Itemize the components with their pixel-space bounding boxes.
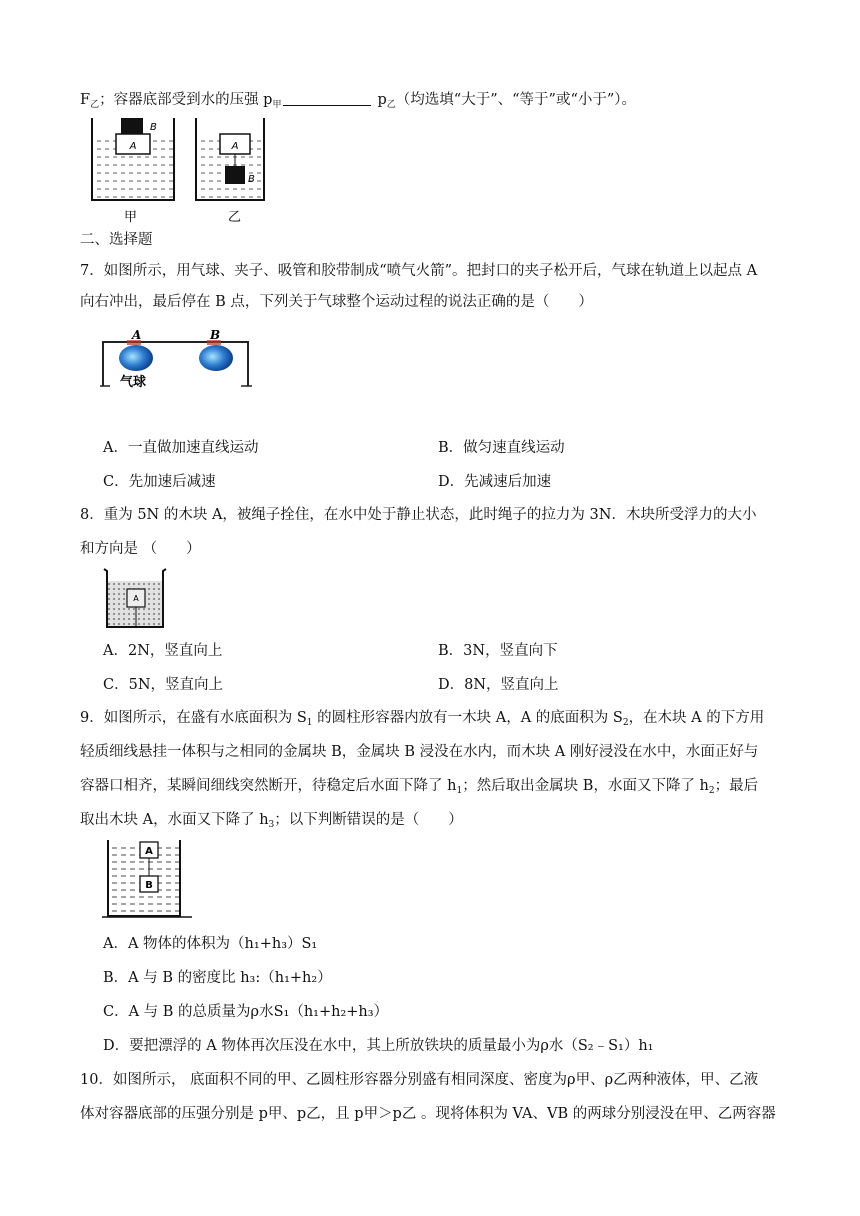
q7-label-b: B [210,330,221,342]
q6-right-block-b [225,166,245,184]
q6-right-caption: 乙 [228,210,242,225]
q6-answer-blank[interactable] [283,91,371,106]
q9-line3-a: 容器口相齐，某瞬间细线突然断开，待稳定后水面下降了 h [80,778,457,794]
q10-line2: 体对容器底部的压强分别是 p甲、p乙，且 p甲＞p乙 。现将体积为 VA、VB 的两球分别浸没在甲、乙两容器 [80,1106,776,1122]
q8-option-c[interactable]: C．5N，竖直向上 [103,677,224,693]
q9-line4-b: ；以下判断错误的是（ ） [274,812,463,828]
q8-line2: 和方向是 （ ） [80,541,201,557]
q7-line2: 向右冲出，最后停在 B 点，下列关于气球整个运动过程的说法正确的是（ ） [80,294,593,310]
q9-line4-sub3: 3 [268,820,275,830]
section-title: 二、选择题 [80,232,153,248]
q8-label-a: A [133,594,139,603]
q7-option-c[interactable]: C．先加速后减速 [103,474,216,490]
q6-left-label-b: B [150,122,157,133]
q9-line1-a: 9．如图所示，在盛有水底面积为 S [80,710,307,726]
q8-option-a[interactable]: A．2N，竖直向上 [103,643,223,659]
q9-option-c[interactable]: C．A 与 B 的总质量为ρ水S₁（h₁+h₂+h₃） [103,1004,389,1020]
q8-figure [102,567,168,631]
q9-figure [102,838,194,920]
q6-fill-in-line [80,90,636,115]
q9-line1 [80,708,764,733]
q8-option-b[interactable]: B．3N，竖直向下 [438,643,558,659]
q6-left-label-a: A [129,141,137,152]
q9-line4 [80,810,463,835]
q6-sub1: 乙 [90,100,100,110]
q6-left-block-b [121,118,143,134]
q6-left-caption: 甲 [124,210,138,225]
q7-option-a[interactable]: A．一直做加速直线运动 [103,440,259,456]
q6-text-part2: ；容器底部受到水的压强 p [99,92,273,108]
q7-option-b[interactable]: B．做匀速直线运动 [438,440,565,456]
q6-figure [88,114,268,226]
q10-line1: 10．如图所示， 底面积不同的甲、乙圆柱形容器分别盛有相同深度、密度为ρ甲、ρ乙两种液体，甲、乙液 [80,1072,759,1088]
q9-label-b: B [145,880,153,891]
q7-balloon-b [199,345,233,371]
q9-label-a: A [145,846,153,857]
q7-balloon-a [119,345,153,371]
q6-right-label-a: A [231,141,239,152]
q6-sub2: 甲 [272,100,282,110]
q9-line3-sub1: 1 [456,786,463,796]
q7-figure [100,330,252,388]
q8-line1: 8．重为 5N 的木块 A，被绳子拴住，在水中处于静止状态，此时绳子的拉力为 3N．木块所受浮力的大小 [80,507,757,523]
q9-line3-c: ；最后 [714,778,759,794]
q6-sub3: 乙 [386,100,396,110]
q8-option-d[interactable]: D．8N，竖直向上 [438,677,559,693]
q7-label-balloon: 气球 [120,375,147,388]
q6-text-part3: p [377,92,387,108]
q7-option-d[interactable]: D．先减速后加速 [438,474,552,490]
q9-line1-sub1: 1 [306,718,313,728]
q9-line1-sub2: 2 [622,718,629,728]
q9-line4-a: 取出木块 A，水面又下降了 h [80,812,269,828]
q9-line3 [80,776,758,801]
q6-text-part1: F [80,92,91,108]
q9-line1-c: ，在木块 A 的下方用 [628,710,765,726]
q9-line1-b: 的圆柱形容器内放有一木块 A，A 的底面积为 S [312,710,623,726]
q6-right-label-b: B [248,174,255,185]
q9-option-d[interactable]: D．要把漂浮的 A 物体再次压没在水中，其上所放铁块的质量最小为ρ水（S₂﹣S₁）h₁ [103,1038,654,1054]
q9-line3-b: ；然后取出金属块 B，水面又下降了 h [462,778,709,794]
q6-text-part4: （均选填“大于”、“等于”或“小于”）。 [395,92,637,108]
q7-line1: 7．如图所示，用气球、夹子、吸管和胶带制成“喷气火箭”。把封口的夹子松开后，气球在轨道上以起点 A [80,263,758,279]
q9-line3-sub2: 2 [708,786,715,796]
q9-option-b[interactable]: B．A 与 B 的密度比 h₃:（h₁+h₂） [103,970,332,986]
q9-option-a[interactable]: A．A 物体的体积为（h₁+h₃）S₁ [103,936,318,952]
q7-label-a: A [132,330,142,342]
q9-line2: 轻质细线悬挂一体积与之相同的金属块 B，金属块 B 浸没在水内，而木块 A 刚好浸没在水中，水面正好与 [80,744,759,760]
